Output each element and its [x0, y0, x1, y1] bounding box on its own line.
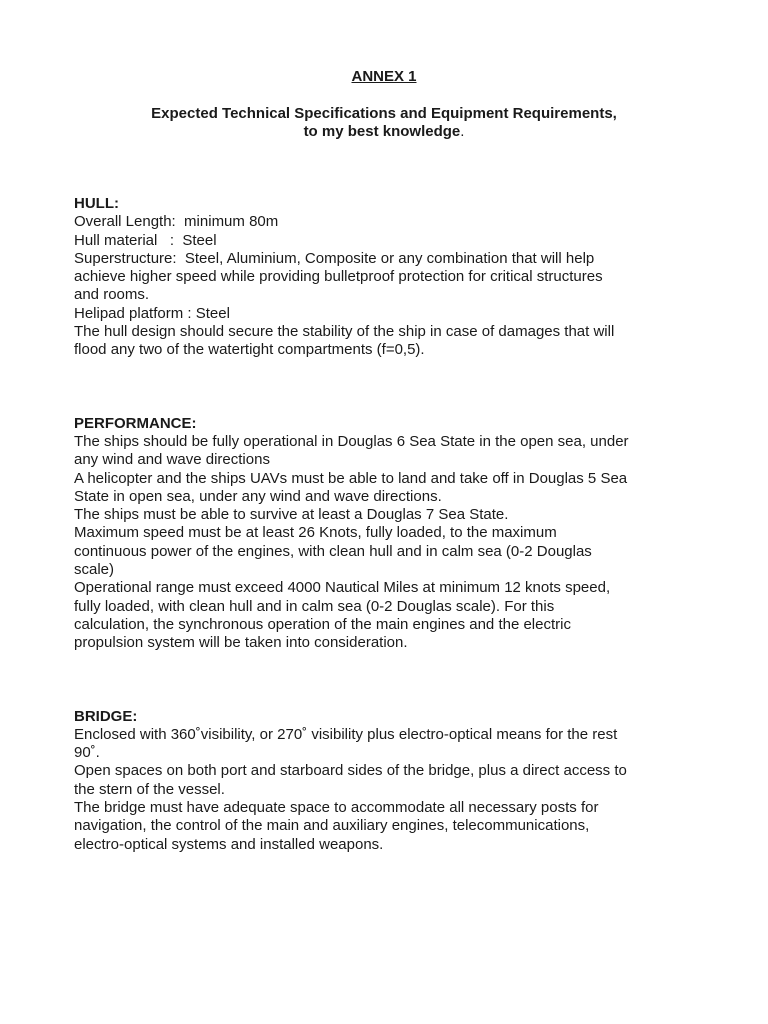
hull-heading: HULL: — [74, 195, 119, 212]
bridge-line: 90˚. — [74, 744, 100, 762]
performance-line: propulsion system will be taken into consideration. — [74, 634, 408, 652]
hull-line: Superstructure: Steel, Aluminium, Composite or any combination that will help — [74, 249, 595, 267]
performance-section — [74, 415, 694, 653]
performance-line: Operational range must exceed 4000 Nautical Miles at minimum 12 knots speed, — [74, 579, 611, 597]
performance-line: scale) — [74, 561, 115, 579]
subtitle-line-2: to my best knowledge — [303, 123, 461, 140]
bridge-line: Open spaces on both port and starboard sides of the bridge, plus a direct access to — [74, 762, 627, 780]
hull-line: Overall Length: minimum 80m — [74, 213, 279, 231]
hull-line: achieve higher speed while providing bulletproof protection for critical structures — [74, 268, 603, 286]
performance-line: The ships should be fully operational in Douglas 6 Sea State in the open sea, under — [74, 432, 629, 450]
performance-line: State in open sea, under any wind and wave directions. — [74, 487, 442, 505]
bridge-line: the stern of the vessel. — [74, 780, 225, 798]
performance-line: The ships must be able to survive at least a Douglas 7 Sea State. — [74, 506, 509, 524]
annex-title: ANNEX 1 — [351, 68, 417, 85]
hull-line: Hull material : Steel — [74, 231, 217, 249]
bridge-section — [74, 708, 694, 854]
bridge-line: Enclosed with 360˚visibility, or 270˚ visibility plus electro-optical means for the rest — [74, 725, 618, 743]
hull-line: The hull design should secure the stability of the ship in case of damages that will — [74, 323, 615, 341]
hull-line: Helipad platform : Steel — [74, 304, 230, 322]
hull-line: flood any two of the watertight compartments (f=0,5). — [74, 341, 425, 359]
subtitle-period: . — [460, 123, 465, 140]
performance-line: calculation, the synchronous operation of the main engines and the electric — [74, 615, 571, 633]
performance-line: any wind and wave directions — [74, 451, 270, 469]
bridge-heading: BRIDGE: — [74, 707, 138, 725]
bridge-line: navigation, the control of the main and auxiliary engines, telecommunications, — [74, 817, 590, 835]
subtitle-line-1: Expected Technical Specifications and Equipment Requirements, — [151, 105, 617, 122]
bridge-line: The bridge must have adequate space to accommodate all necessary posts for — [74, 799, 599, 817]
performance-heading: PERFORMANCE: — [74, 414, 197, 432]
performance-line: fully loaded, with clean hull and in calm sea (0-2 Douglas scale). For this — [74, 597, 555, 615]
document-subtitle — [74, 105, 694, 141]
bridge-line: electro-optical systems and installed weapons. — [74, 835, 384, 853]
hull-section — [74, 195, 694, 360]
performance-line: Maximum speed must be at least 26 Knots, fully loaded, to the maximum — [74, 524, 557, 542]
performance-line: A helicopter and the ships UAVs must be able to land and take off in Douglas 5 Sea — [74, 469, 628, 487]
hull-line: and rooms. — [74, 286, 150, 304]
performance-line: continuous power of the engines, with clean hull and in calm sea (0-2 Douglas — [74, 542, 592, 560]
